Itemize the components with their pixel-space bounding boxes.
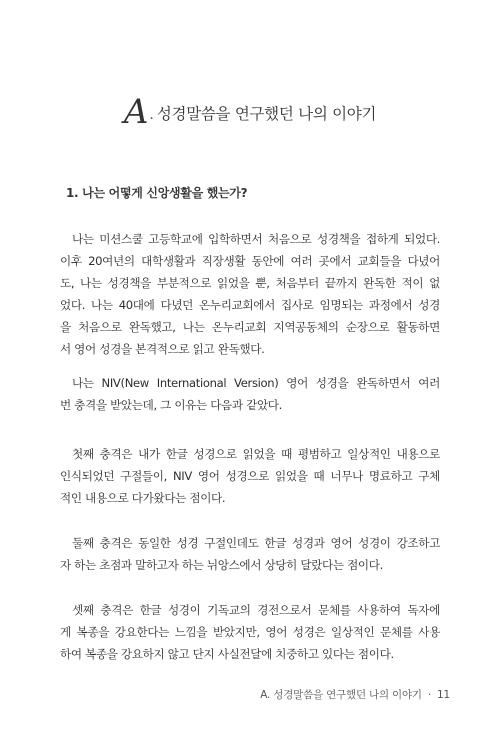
paragraph-line: 번 충격을 받았는데, 그 이유는 다음과 같았다. — [60, 398, 282, 412]
paragraph-4 — [60, 532, 440, 576]
paragraph-line: 셋째 충격은 한글 성경이 기독교의 경전으로서 문체를 사용하여 독자에 — [72, 603, 440, 617]
chapter-heading — [0, 92, 500, 132]
running-footer — [260, 687, 450, 702]
paragraph-line: 서 영어 성경을 본격적으로 읽고 완독했다. — [60, 342, 265, 356]
paragraph-line: 둘째 충격은 동일한 성경 구절인데도 한글 성경과 영어 성경이 강조하고 — [72, 536, 440, 550]
paragraph-line: 하여 복종을 강요하지 않고 단지 사실전달에 치중하고 있다는 점이다. — [60, 647, 394, 661]
paragraph-line: 도, 나는 성경책을 부분적으로 읽었을 뿐, 처음부터 끝까지 완독한 적이 없 — [60, 276, 440, 290]
paragraph-line: 인식되었던 구절들이, NIV 영어 성경으로 읽었을 때 너무나 명료하고 구체 — [60, 469, 440, 483]
paragraph-line: 나는 미션스쿨 고등학교에 입학하면서 처음으로 성경책을 접하게 되었다. — [72, 232, 440, 246]
paragraph-2 — [60, 372, 440, 416]
footer-separator: · — [427, 689, 432, 701]
page-number: 11 — [437, 689, 450, 701]
paragraph-line: 이후 20여년의 대학생활과 직장생활 동안에 여러 곳에서 교회들을 다녔어 — [60, 254, 440, 268]
paragraph-line: 나는 NIV(New International Version) 영어 성경을 완독하면서 여러 — [72, 376, 440, 390]
chapter-dot: . — [149, 107, 154, 123]
paragraph-line: 자 하는 초점과 말하고자 하는 뉘앙스에서 상당히 달랐다는 점이다. — [60, 558, 383, 572]
paragraph-3 — [60, 443, 440, 509]
paragraph-1 — [60, 228, 440, 360]
paragraph-line: 을 처음으로 완독했고, 나는 온누리교회 지역공동체의 순장으로 활동하면 — [60, 320, 440, 334]
footer-chapter-label: A. 성경말씀을 연구했던 나의 이야기 — [260, 689, 422, 701]
paragraph-5 — [60, 599, 440, 665]
paragraph-line: 었다. 나는 40대에 다녔던 온누리교회에서 집사로 임명되는 과정에서 성경 — [60, 298, 440, 312]
chapter-title: 성경말씀을 연구했던 나의 이야기 — [156, 105, 377, 123]
paragraph-line: 첫째 충격은 내가 한글 성경으로 읽었을 때 평범하고 일상적인 내용으로 — [72, 447, 440, 461]
paragraph-line: 적인 내용으로 다가왔다는 점이다. — [60, 491, 226, 505]
section-heading: 1. 나는 어떻게 신앙생활을 했는가? — [66, 186, 248, 200]
paragraph-line: 게 복종을 강요한다는 느낌을 받았지만, 영어 성경은 일상적인 문체를 사용 — [60, 625, 440, 639]
chapter-letter: A — [123, 92, 149, 132]
